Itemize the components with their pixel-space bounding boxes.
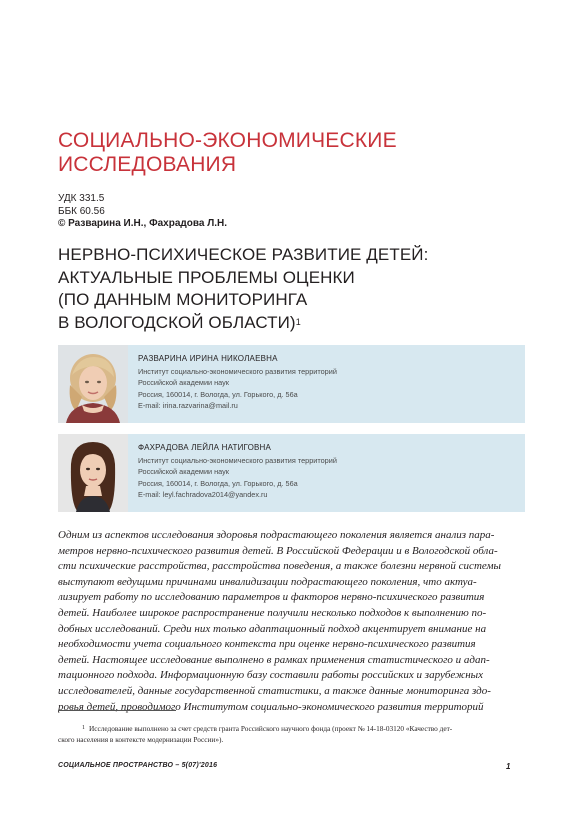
- footnote-line: ского населения в контексте модернизации России»).: [58, 735, 224, 744]
- abstract-line: лизирует работу по исследованию параметров и факторов нервно-психического развития: [58, 591, 485, 604]
- article-title-line-last: [58, 312, 528, 335]
- author-email[interactable]: E-mail: irina.razvarina@mail.ru: [138, 401, 238, 410]
- abstract-line: детей. Настоящее исследование выполнено в рамках применения статистического и адап-: [58, 653, 490, 666]
- footnote-mark: 1: [82, 725, 85, 731]
- author-address: Россия, 160014, г. Вологда, ул. Горького, д. 56а: [138, 478, 298, 488]
- abstract: [58, 528, 525, 715]
- abstract-line: метров нервно-психического развития детей. В Российской Федерации и в Вологодской обла-: [58, 544, 498, 557]
- abstract-line: тационного подхода. Информационную базу составили работы российских и зарубежных: [58, 669, 483, 682]
- section-heading-line: СОЦИАЛЬНО-ЭКОНОМИЧЕСКИЕ: [58, 129, 397, 152]
- author-email[interactable]: E-mail: leyl.fachradova2014@yandex.ru: [138, 490, 268, 499]
- footnote-reference[interactable]: 1: [295, 316, 301, 327]
- abstract-line: сти психические расстройства, расстройства поведения, а также болезни нервной системы: [58, 560, 501, 573]
- classification-block: [58, 193, 227, 231]
- article-title-line: В ВОЛОГОДСКОЙ ОБЛАСТИ): [58, 312, 296, 332]
- author-card: [58, 434, 525, 512]
- page-number: 1: [506, 762, 511, 771]
- footnote-text: Исследование выполнено за счет средств гранта Российского научного фонда (проект № 14-18-03120 «Качество дет-: [89, 724, 453, 733]
- footnote: [58, 723, 525, 745]
- abstract-line: добных исследований. Среди них только адаптационный подход акцентирует внимание на: [58, 622, 487, 635]
- udk-code: УДК 331.5: [58, 193, 105, 204]
- bbk-code: ББК 60.56: [58, 205, 105, 217]
- author-address: Россия, 160014, г. Вологда, ул. Горького, д. 56а: [138, 389, 298, 399]
- author-name: ФАХРАДОВА ЛЕЙЛА НАТИГОВНА: [138, 443, 272, 452]
- author-photo: [58, 434, 128, 512]
- author-organization: Институт социально-экономического развития территорий: [138, 366, 337, 376]
- article-title-line: АКТУАЛЬНЫЕ ПРОБЛЕМЫ ОЦЕНКИ: [58, 267, 355, 287]
- author-info: [138, 442, 337, 501]
- section-heading: [58, 129, 528, 177]
- portrait-woman-blonde-icon: [58, 345, 128, 423]
- section-heading-line: ИССЛЕДОВАНИЯ: [58, 153, 237, 176]
- abstract-line: выступают ведущими причинами инвалидизации подрастающего поколения, что актуа-: [58, 575, 477, 588]
- author-organization: Институт социально-экономического развития территорий: [138, 455, 337, 465]
- abstract-line: Одним из аспектов исследования здоровья подрастающего поколения является анализ пара-: [58, 529, 495, 541]
- abstract-line: детей. Наиболее широкое распространение получили несколько подходов к выполнению по-: [58, 606, 487, 619]
- abstract-line: ровья детей, проводимого Институтом социально-экономического развития территорий: [58, 700, 484, 713]
- author-info: [138, 353, 337, 412]
- author-photo: [58, 345, 128, 423]
- copyright-line: © Разварина И.Н., Фахрадова Л.Н.: [58, 218, 228, 229]
- article-title: [58, 244, 528, 334]
- author-organization-parent: Российской академии наук: [138, 467, 229, 476]
- article-title-line: (ПО ДАННЫМ МОНИТОРИНГА: [58, 290, 308, 309]
- journal-footer: СОЦИАЛЬНОЕ ПРОСТРАНСТВО – 5(07)'2016: [58, 762, 218, 769]
- abstract-line: исследователей, данные государственной статистики, а также данные мониторинга здо-: [58, 684, 491, 697]
- footnote-line: [58, 723, 525, 734]
- author-organization-parent: Российской академии наук: [138, 378, 229, 387]
- portrait-woman-brunette-icon: [58, 434, 128, 512]
- article-title-line: НЕРВНО-ПСИХИЧЕСКОЕ РАЗВИТИЕ ДЕТЕЙ:: [58, 245, 429, 264]
- author-card: [58, 345, 525, 423]
- footnote-divider: [58, 710, 176, 711]
- author-name: РАЗВАРИНА ИРИНА НИКОЛАЕВНА: [138, 354, 278, 363]
- abstract-line: необходимости учета социального контекста при оценке нервно-психического развития: [58, 638, 476, 651]
